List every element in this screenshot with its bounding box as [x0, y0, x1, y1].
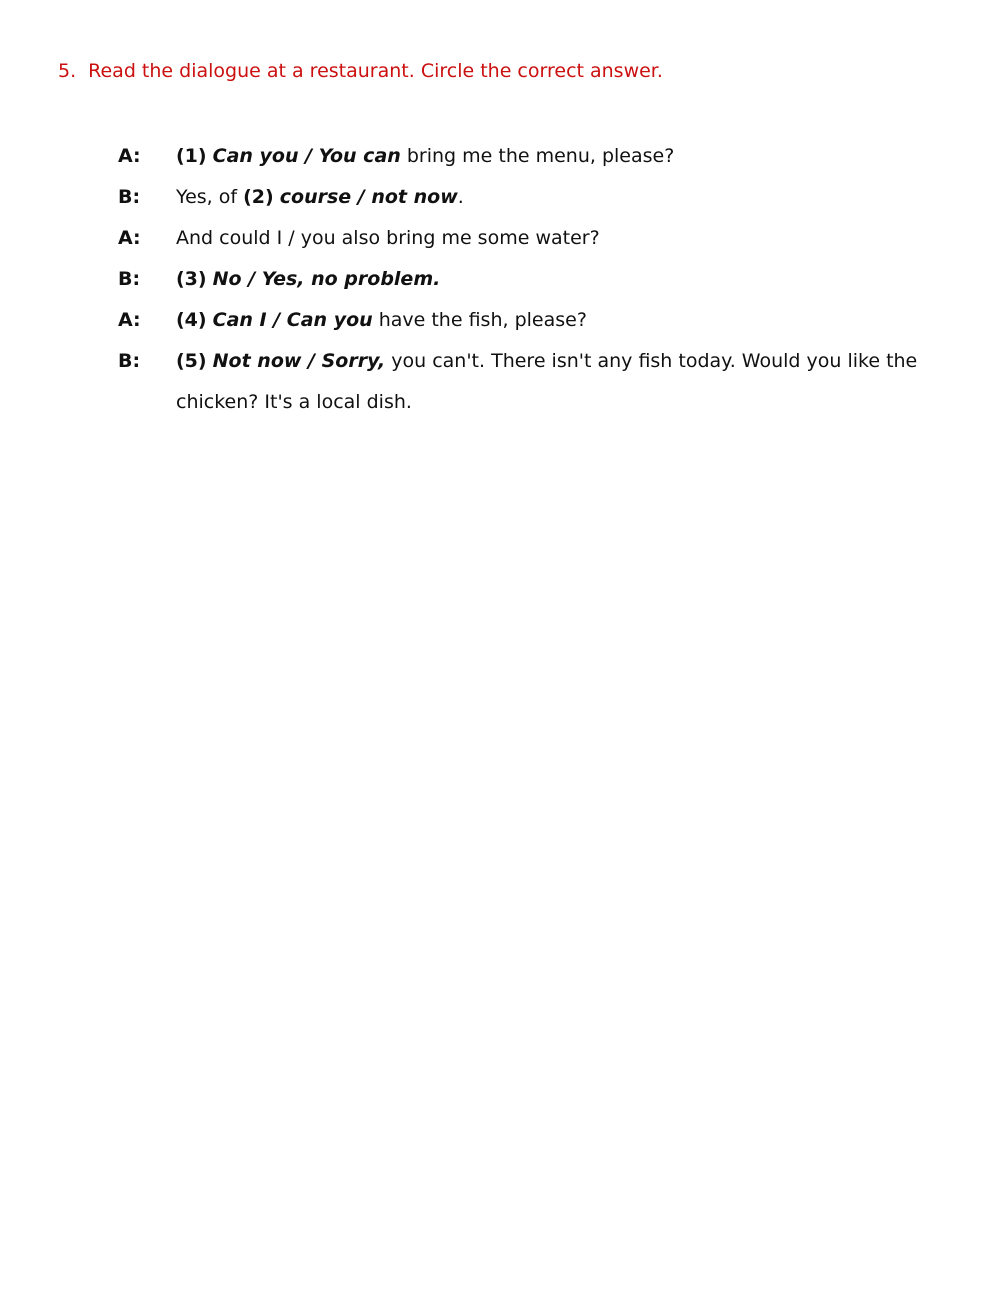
speaker-label: B: [118, 350, 141, 372]
item-number: (4) [176, 309, 207, 331]
item-number: (5) [176, 350, 207, 372]
dialogue-line-3 [118, 225, 918, 251]
instruction-text: Read the dialogue at a restaurant. Circle the correct answer. [88, 60, 663, 82]
speaker-label: B: [118, 268, 141, 290]
dialogue-line-6 [118, 348, 918, 415]
dialogue [118, 143, 918, 430]
line-text: . [457, 186, 464, 208]
dialogue-line-2 [118, 184, 918, 210]
dialogue-line-4 [118, 266, 918, 292]
answer-choice-4[interactable]: Can I / Can you [212, 309, 373, 331]
line-text: Yes, of [176, 186, 238, 208]
dialogue-line-5 [118, 307, 918, 333]
answer-choice-1[interactable]: Can you / You can [212, 145, 401, 167]
item-number: (3) [176, 268, 207, 290]
line-text: bring me the menu, please? [406, 145, 675, 167]
speaker-label: A: [118, 145, 141, 167]
item-number: (1) [176, 145, 207, 167]
answer-choice-5[interactable]: Not now / Sorry, [212, 350, 386, 372]
speaker-label: B: [118, 186, 141, 208]
line-text: have the fish, please? [378, 309, 587, 331]
line-text-continued: chicken? It's a local dish. [176, 391, 412, 413]
line-text: And could I / you also bring me some water? [176, 227, 600, 249]
line-text: you can't. There isn't any fish today. Would you like the [391, 350, 918, 372]
speaker-label: A: [118, 309, 141, 331]
answer-choice-2[interactable]: course / not now [279, 186, 458, 208]
exercise-number: 5. [58, 60, 77, 82]
exercise-instruction [58, 60, 663, 82]
dialogue-line-1 [118, 143, 918, 169]
item-number: (2) [243, 186, 274, 208]
answer-choice-3[interactable]: No / Yes, no problem. [212, 268, 441, 290]
speaker-label: A: [118, 227, 141, 249]
